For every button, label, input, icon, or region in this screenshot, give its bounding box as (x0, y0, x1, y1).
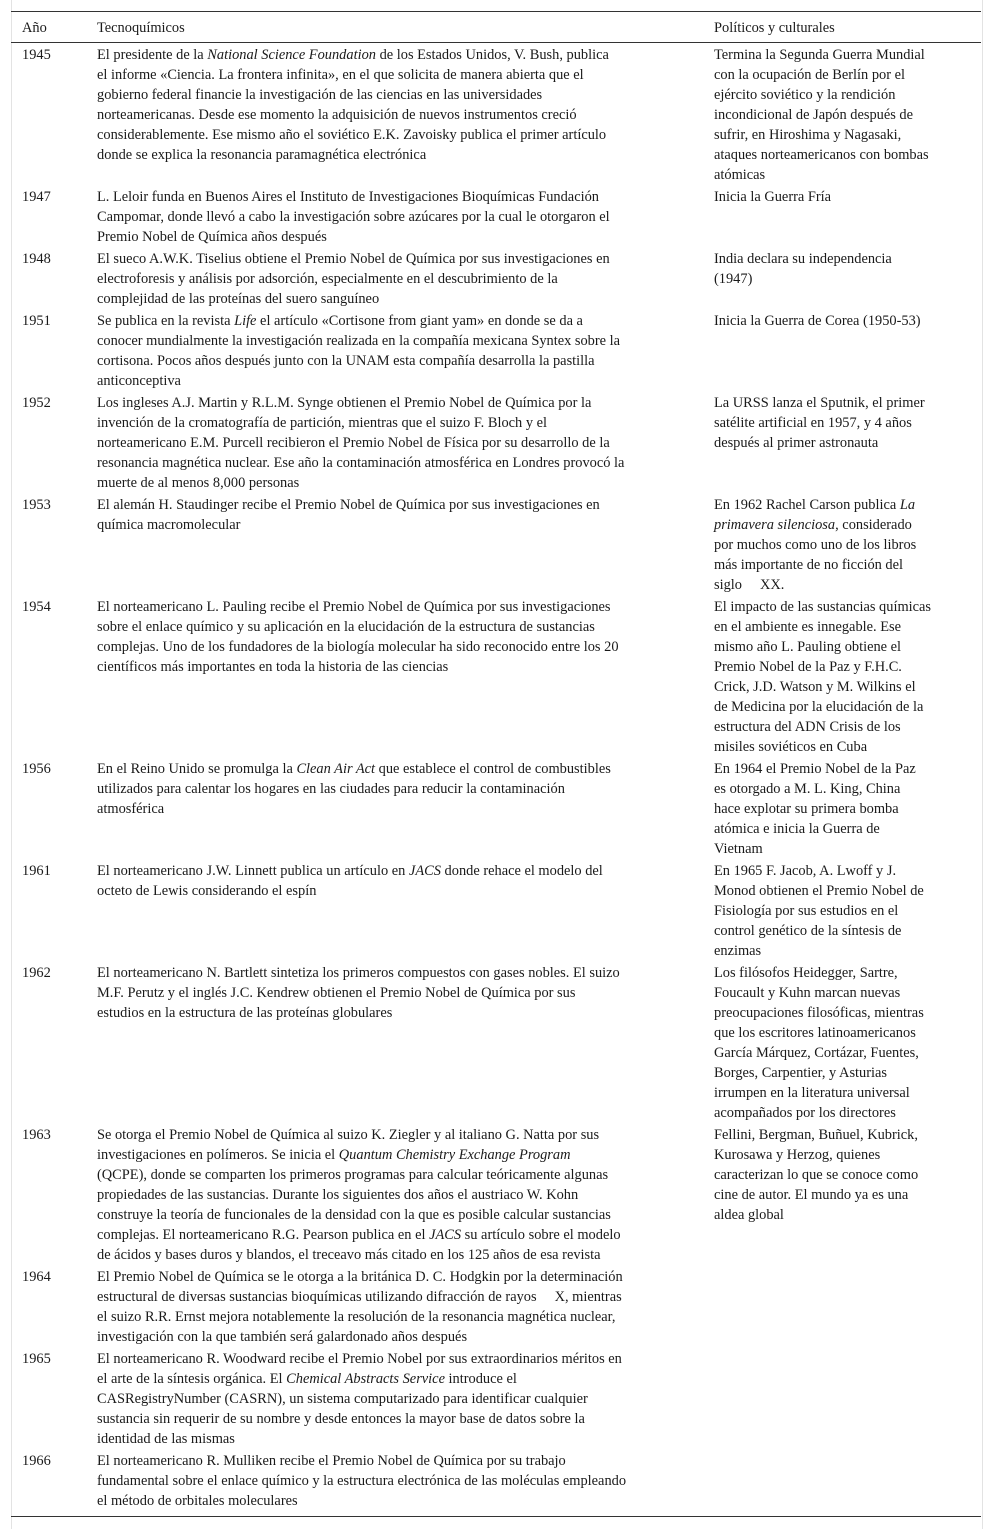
text-line: fundamental sobre el enlace químico y la estructura electrónica de las moléculas empleando (97, 1473, 627, 1489)
text-line: Los ingleses A.J. Martin y R.L.M. Synge obtienen el Premio Nobel de Química por la (97, 395, 592, 411)
text-line: electroforesis y análisis por adsorción, especialmente en el descubrimiento de la (97, 271, 558, 287)
text-line: En el Reino Unido se promulga la Clean Air Act que establece el control de combustibles (97, 761, 611, 777)
text-line: Inicia la Guerra Fría (714, 189, 832, 205)
text-line: Foucault y Kuhn marcan nuevas (714, 985, 901, 1001)
text-line: incondicional de Japón después de (714, 107, 914, 123)
text-line: Campomar, donde llevó a cabo la investigación sobre azúcares por la cual le otorgaron el (97, 209, 610, 225)
text-line: El norteamericano J.W. Linnett publica un artículo en JACS donde rehace el modelo del (97, 863, 603, 879)
text-line: química macromolecular (97, 517, 241, 533)
column-header-pol: Políticos y culturales (714, 20, 835, 36)
text-line: Termina la Segunda Guerra Mundial (714, 47, 925, 63)
text-line: Fisiología por sus estudios en el (714, 903, 899, 919)
text-line: sustancia sin requerir de su nombre y desde entonces la mayor base de datos sobre la (97, 1411, 585, 1427)
text-line: identidad de las mismas (97, 1431, 235, 1447)
text-line: En 1962 Rachel Carson publica La (714, 497, 916, 513)
text-line: sufrir, en Hiroshima y Nagasaki, (714, 127, 902, 143)
text-line: el informe «Ciencia. La frontera infinita», en el que solicita de manera abierta que el (97, 67, 584, 83)
text-line: El Premio Nobel de Química se le otorga a la británica D. C. Hodgkin por la determinación (97, 1269, 623, 1285)
text-line: cortisona. Pocos años después junto con la UNAM esta compañía desarrolla la pastilla (97, 353, 595, 369)
tech-cell (97, 45, 682, 165)
text-line: investigación con la que también será galardonado años después (97, 1329, 468, 1345)
text-line: más importante de no ficción del (714, 557, 904, 573)
text-line: El norteamericano N. Bartlett sintetiza los primeros compuestos con gases nobles. El suizo (97, 965, 620, 981)
text-line: sobre el enlace químico y su aplicación en la elucidación de la estructura de sustancias (97, 619, 595, 635)
tech-cell (97, 759, 682, 819)
text-line: Se publica en la revista Life el artículo «Cortisone from giant yam» en donde se da a (97, 313, 583, 329)
pol-cell (714, 1125, 959, 1225)
text-line: El presidente de la National Science Foundation de los Estados Unidos, V. Bush, publica (97, 47, 609, 63)
text-line: Premio Nobel de la Paz y F.H.C. (714, 659, 902, 675)
text-line: control genético de la síntesis de (714, 923, 902, 939)
pol-cell (714, 249, 959, 289)
text-line: misiles soviéticos en Cuba (714, 739, 868, 755)
tech-cell (97, 187, 682, 247)
text-line: El sueco A.W.K. Tiselius obtiene el Premio Nobel de Química por sus investigaciones en (97, 251, 610, 267)
text-line: caracterizan lo que se conoce como (714, 1167, 919, 1183)
text-line: de Medicina por la elucidación de la (714, 699, 924, 715)
tech-cell (97, 597, 682, 677)
text-line: M.F. Perutz y el inglés J.C. Kendrew obtienen el Premio Nobel de Química por sus (97, 985, 576, 1001)
text-line: Se otorga el Premio Nobel de Química al suizo K. Ziegler y al italiano G. Natta por sus (97, 1127, 600, 1143)
text-line: El norteamericano L. Pauling recibe el Premio Nobel de Química por sus investigaciones (97, 599, 611, 615)
text-line: preocupaciones filosóficas, mientras (714, 1005, 924, 1021)
table-top-rule (11, 11, 981, 12)
text-line: octeto de Lewis considerando el espín (97, 883, 317, 899)
year-cell: 1964 (22, 1269, 51, 1285)
year-cell: 1965 (22, 1351, 51, 1367)
text-line: Los filósofos Heidegger, Sartre, (714, 965, 898, 981)
year-cell: 1956 (22, 761, 51, 777)
pol-cell (714, 393, 959, 453)
text-line: Borges, Carpentier, y Asturias (714, 1065, 888, 1081)
text-line: García Márquez, Cortázar, Fuentes, (714, 1045, 919, 1061)
pol-cell (714, 861, 959, 961)
text-line: irrumpen en la literatura universal (714, 1085, 910, 1101)
text-line: La URSS lanza el Sputnik, el primer (714, 395, 925, 411)
text-line: propiedades de las sustancias. Durante los siguientes dos años el austriaco W. Kohn (97, 1187, 579, 1203)
text-line: ataques norteamericanos con bombas (714, 147, 929, 163)
text-line: muerte de al menos 8,000 personas (97, 475, 300, 491)
tech-cell (97, 249, 682, 309)
year-cell: 1952 (22, 395, 51, 411)
text-line: En 1965 F. Jacob, A. Lwoff y J. (714, 863, 897, 879)
tech-cell (97, 1125, 682, 1265)
year-cell: 1966 (22, 1453, 51, 1469)
text-line: utilizados para calentar los hogares en las ciudades para reducir la contaminación (97, 781, 565, 797)
text-line: gobierno federal financie la investigación de las ciencias en las universidades (97, 87, 543, 103)
text-line: estructural de diversas sustancias bioquímicas utilizando difracción de rayos X, mientras (97, 1289, 622, 1305)
text-line: ejército soviético y la rendición (714, 87, 896, 103)
text-line: Monod obtienen el Premio Nobel de (714, 883, 924, 899)
text-line: Premio Nobel de Química años después (97, 229, 327, 245)
text-line: (1947) (714, 271, 753, 287)
text-line: en el ambiente es innegable. Ese (714, 619, 902, 635)
text-line: norteamericanas. Desde ese momento la adquisición de nuevos instrumentos creció (97, 107, 577, 123)
pol-cell (714, 963, 959, 1123)
year-cell: 1953 (22, 497, 51, 513)
text-line: El norteamericano R. Woodward recibe el Premio Nobel por sus extraordinarios méritos en (97, 1351, 622, 1367)
text-line: atómica e inicia la Guerra de (714, 821, 880, 837)
text-line: considerablemente. Ese mismo año el soviético E.K. Zavoisky publica el primer artículo (97, 127, 607, 143)
text-line: que los escritores latinoamericanos (714, 1025, 916, 1041)
pol-cell (714, 45, 959, 185)
year-cell: 1951 (22, 313, 51, 329)
pol-cell (714, 311, 959, 331)
text-line: el método de orbitales moleculares (97, 1493, 298, 1509)
pol-cell (714, 597, 959, 757)
year-cell: 1948 (22, 251, 51, 267)
year-cell: 1963 (22, 1127, 51, 1143)
text-line: CASRegistryNumber (CASRN), un sistema computarizado para identificar cualquier (97, 1391, 588, 1407)
text-line: En 1964 el Premio Nobel de la Paz (714, 761, 916, 777)
text-line: conocer mundialmente la investigación realizada en la compañía mexicana Syntex sobre la (97, 333, 621, 349)
text-line: Fellini, Bergman, Buñuel, Kubrick, (714, 1127, 918, 1143)
text-line: primavera silenciosa, considerado (714, 517, 912, 533)
text-line: por muchos como uno de los libros (714, 537, 917, 553)
text-line: con la ocupación de Berlín por el (714, 67, 906, 83)
text-line: el arte de la síntesis orgánica. El Chemical Abstracts Service introduce el (97, 1371, 517, 1387)
column-header-tech: Tecnoquímicos (97, 20, 185, 36)
text-line: norteamericano E.M. Purcell recibieron el Premio Nobel de Física por su desarrollo de la (97, 435, 610, 451)
year-cell: 1954 (22, 599, 51, 615)
pol-cell (714, 495, 959, 595)
text-line: complejidad de las proteínas del suero sanguíneo (97, 291, 380, 307)
text-line: acompañados por los directores (714, 1105, 896, 1121)
text-line: aldea global (714, 1207, 784, 1223)
text-line: estructura del ADN Crisis de los (714, 719, 901, 735)
text-line: anticonceptiva (97, 373, 181, 389)
year-cell: 1945 (22, 47, 51, 63)
text-line: construye la teoría de funcionales de la densidad con la que es posible calcular sustancias (97, 1207, 611, 1223)
text-line: donde se explica la resonancia paramagnética electrónica (97, 147, 427, 163)
text-line: India declara su independencia (714, 251, 892, 267)
column-header-year: Año (22, 20, 47, 36)
text-line: el suizo R.R. Ernst mejora notablemente la resolución de la resonancia magnética nuclear, (97, 1309, 616, 1325)
text-line: después al primer astronauta (714, 435, 879, 451)
text-line: de ácidos y bases duros y blandos, el treceavo más citado en los 125 años de esa revista (97, 1247, 601, 1263)
text-line: enzimas (714, 943, 762, 959)
tech-cell (97, 1349, 682, 1449)
text-line: siglo XX. (714, 577, 785, 593)
text-line: (QCPE), donde se comparten los primeros programas para calcular teóricamente algunas (97, 1167, 609, 1183)
text-line: es otorgado a M. L. King, China (714, 781, 901, 797)
text-line: atómicas (714, 167, 766, 183)
tech-cell (97, 1451, 682, 1511)
text-line: atmosférica (97, 801, 165, 817)
tech-cell (97, 311, 682, 391)
pol-cell (714, 759, 959, 859)
text-line: cine de autor. El mundo ya es una (714, 1187, 909, 1203)
text-line: Crick, J.D. Watson y M. Wilkins el (714, 679, 916, 695)
tech-cell (97, 393, 682, 493)
text-line: invención de la cromatografía de partición, mientras que el suizo F. Bloch y el (97, 415, 548, 431)
tech-cell (97, 963, 682, 1023)
text-line: hace explotar su primera bomba (714, 801, 899, 817)
year-cell: 1947 (22, 189, 51, 205)
year-cell: 1962 (22, 965, 51, 981)
text-line: estudios en la estructura de las proteínas globulares (97, 1005, 393, 1021)
text-line: satélite artificial en 1957, y 4 años (714, 415, 912, 431)
text-line: Inicia la Guerra de Corea (1950-53) (714, 313, 921, 329)
text-line: El alemán H. Staudinger recibe el Premio Nobel de Química por sus investigaciones en (97, 497, 600, 513)
text-line: investigaciones en polímeros. Se inicia el Quantum Chemistry Exchange Program (97, 1147, 571, 1163)
table-header-rule (11, 42, 981, 43)
tech-cell (97, 495, 682, 535)
text-line: complejas. Uno de los fundadores de la biología molecular ha sido reconocido entre los 20 (97, 639, 619, 655)
text-line: El impacto de las sustancias químicas (714, 599, 932, 615)
text-line: L. Leloir funda en Buenos Aires el Instituto de Investigaciones Bioquímicas Fundación (97, 189, 599, 205)
text-line: complejas. El norteamericano R.G. Pearson publica en el JACS su artículo sobre el modelo (97, 1227, 621, 1243)
tech-cell (97, 861, 682, 901)
text-line: mismo año L. Pauling obtiene el (714, 639, 902, 655)
text-line: Kurosawa y Herzog, quienes (714, 1147, 881, 1163)
text-line: Vietnam (714, 841, 763, 857)
year-cell: 1961 (22, 863, 51, 879)
pol-cell (714, 187, 959, 207)
table-bottom-rule (11, 1516, 981, 1517)
text-line: científicos más importantes en toda la historia de las ciencias (97, 659, 449, 675)
text-line: resonancia magnética nuclear. Ese año la contaminación atmosférica en Londres provocó la (97, 455, 625, 471)
tech-cell (97, 1267, 682, 1347)
text-line: El norteamericano R. Mulliken recibe el Premio Nobel de Química por su trabajo (97, 1453, 566, 1469)
